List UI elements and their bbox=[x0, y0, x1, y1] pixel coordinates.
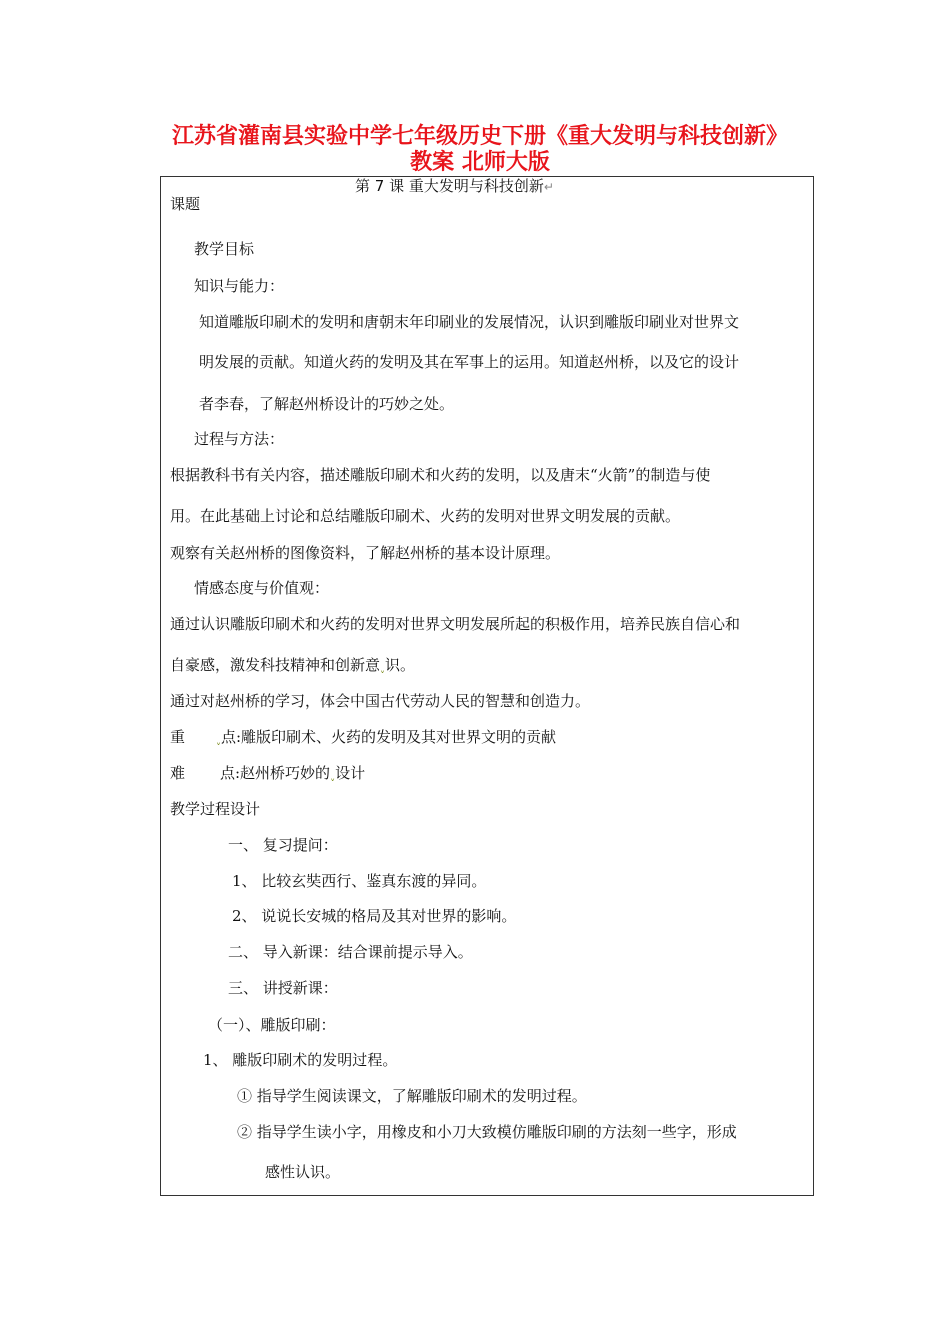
knowledge-text-1: 知道雕版印刷术的发明和唐朝末年印刷业的发展情况，认识到雕版印刷业对世界文 bbox=[199, 313, 740, 331]
process-text-2: 用。在此基础上讨论和总结雕版印刷术、火药的发明对世界文明发展的贡献。 bbox=[170, 507, 681, 525]
emotion-text-3: 通过对赵州桥的学习，体会中国古代劳动人民的智慧和创造力。 bbox=[170, 692, 591, 710]
difficult-point-content-end: 设计 bbox=[335, 764, 366, 782]
process-text-3: 观察有关赵州桥的图像资料，了解赵州桥的基本设计原理。 bbox=[170, 544, 561, 562]
highlight-mark-icon: ˬ bbox=[380, 662, 386, 673]
process-method-heading: 过程与方法： bbox=[194, 430, 285, 448]
document-title-line-1: 江苏省灌南县实验中学七年级历史下册《重大发明与科技创新》 bbox=[171, 124, 788, 149]
step-carve-text-cont: 感性认识。 bbox=[265, 1163, 341, 1181]
emotion-text-2 bbox=[170, 655, 415, 678]
step-read-text: ① 指导学生阅读课文，了解雕版印刷术的发明过程。 bbox=[237, 1087, 587, 1105]
difficult-point-text bbox=[220, 763, 365, 786]
lesson-heading-text: 第 7 课 重大发明与科技创新 bbox=[355, 177, 544, 195]
intro-heading: 二、 导入新课：结合课前提示导入。 bbox=[228, 943, 473, 961]
process-text-1: 根据教科书有关内容，描述雕版印刷术和火药的发明，以及唐末“火箭”的制造与使 bbox=[170, 466, 711, 484]
highlight-mark-icon: ˬ bbox=[330, 770, 336, 781]
emotion-text-2-part-b: 识。 bbox=[385, 656, 416, 674]
section-woodblock-heading: （一）、雕版印刷： bbox=[208, 1016, 336, 1034]
teaching-goal-heading: 教学目标 bbox=[194, 240, 255, 258]
emotion-text-1: 通过认识雕版印刷术和火药的发明对世界文明发展所起的积极作用，培养民族自信心和 bbox=[170, 615, 741, 633]
emotion-text-2-part-a: 自豪感，激发科技精神和创新意 bbox=[170, 656, 381, 674]
document-title-line-2: 教案 北师大版 bbox=[410, 150, 550, 175]
process-design-heading: 教学过程设计 bbox=[170, 800, 261, 818]
knowledge-text-3: 者李春，了解赵州桥设计的巧妙之处。 bbox=[199, 395, 455, 413]
review-item-2: 2、 说说长安城的格局及其对世界的影响。 bbox=[232, 907, 517, 925]
item-invention-process: 1、 雕版印刷术的发明过程。 bbox=[203, 1051, 398, 1069]
emotion-heading: 情感态度与价值观： bbox=[194, 579, 330, 597]
step-carve-text: ② 指导学生读小字，用橡皮和小刀大致模仿雕版印刷的方法刻一些字，形成 bbox=[237, 1123, 737, 1141]
review-heading: 一、 复习提问： bbox=[228, 836, 338, 854]
highlight-mark-icon: ˬ bbox=[216, 734, 221, 745]
keti-label: 课题 bbox=[170, 195, 201, 213]
review-item-1: 1、 比较玄奘西行、鉴真东渡的异同。 bbox=[232, 872, 487, 890]
knowledge-text-2: 明发展的贡献。知道火药的发明及其在军事上的运用。知道赵州桥，以及它的设计 bbox=[199, 353, 740, 371]
paragraph-mark-icon: ↵ bbox=[543, 180, 554, 194]
key-point-label: 重 bbox=[170, 728, 186, 746]
knowledge-heading: 知识与能力： bbox=[194, 277, 285, 295]
teach-heading: 三、 讲授新课： bbox=[228, 979, 338, 997]
key-point-text bbox=[216, 727, 556, 750]
difficult-point-content: 点:赵州桥巧妙的 bbox=[220, 764, 331, 782]
lesson-heading bbox=[355, 176, 554, 197]
difficult-point-label: 难 bbox=[170, 764, 186, 782]
key-point-content: 点:雕版印刷术、火药的发明及其对世界文明的贡献 bbox=[221, 728, 557, 746]
